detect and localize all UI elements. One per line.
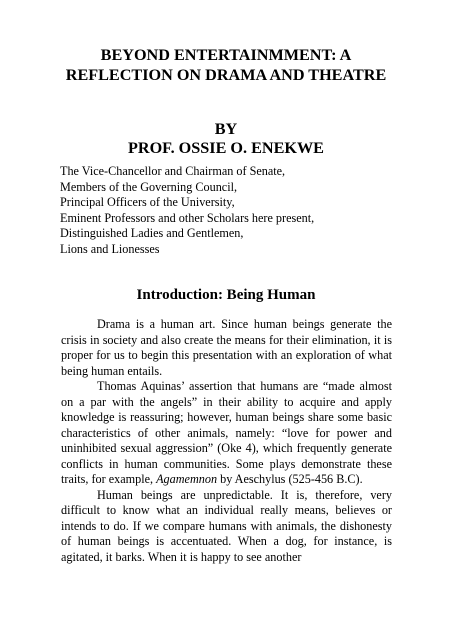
paragraph-3: Human beings are unpredictable. It is, therefore, very difficult to know what an individual really means, believes or intends to do. If we compare humans with animals, the dishonesty of human beings is accentuated. When a dog, for instance, is agitated, it barks. When it is happy to see another: [61, 487, 392, 564]
salutation-line: Principal Officers of the University,: [60, 195, 235, 209]
salutation-line: The Vice-Chancellor and Chairman of Senate,: [60, 164, 286, 178]
salutation-line: Eminent Professors and other Scholars here present,: [60, 210, 315, 225]
paragraph-2-text-end: by Aeschylus (525-456 B.C).: [217, 472, 363, 486]
byline-label: BY: [214, 120, 238, 138]
section-heading: Introduction: Being Human: [136, 287, 316, 303]
paragraph-2-text: Thomas Aquinas’ assertion that humans are “made almost on a par with the angels” in their ability to acquire and apply knowledge is reassuring; however, human beings share some basic characteristics of other animals, namely: “love for power and uninhibited sexual aggression” (Oke 4), which frequently generate conflicts in human communities. Some plays demonstrate these traits, for example,: [61, 379, 392, 486]
salutation-line: Lions and Lionesses: [60, 241, 160, 256]
title-line-1: BEYOND ENTERTAINMMENT: A: [100, 46, 352, 64]
title-line-2: REFLECTION ON DRAMA AND THEATRE: [65, 66, 387, 84]
paragraph-1: Drama is a human art. Since human beings generate the crisis in society and also create the means for their elimination, it is proper for us to begin this presentation with an exploration of what being human entails.: [61, 317, 392, 378]
salutation-line: Distinguished Ladies and Gentlemen,: [60, 226, 244, 240]
salutation-block: [60, 164, 314, 257]
body-text: [61, 317, 392, 565]
play-title: Agamemnon: [156, 472, 218, 486]
author-name: PROF. OSSIE O. ENEKWE: [128, 139, 324, 157]
paragraph-2: [61, 379, 392, 488]
salutation-line: Members of the Governing Council,: [60, 179, 238, 194]
